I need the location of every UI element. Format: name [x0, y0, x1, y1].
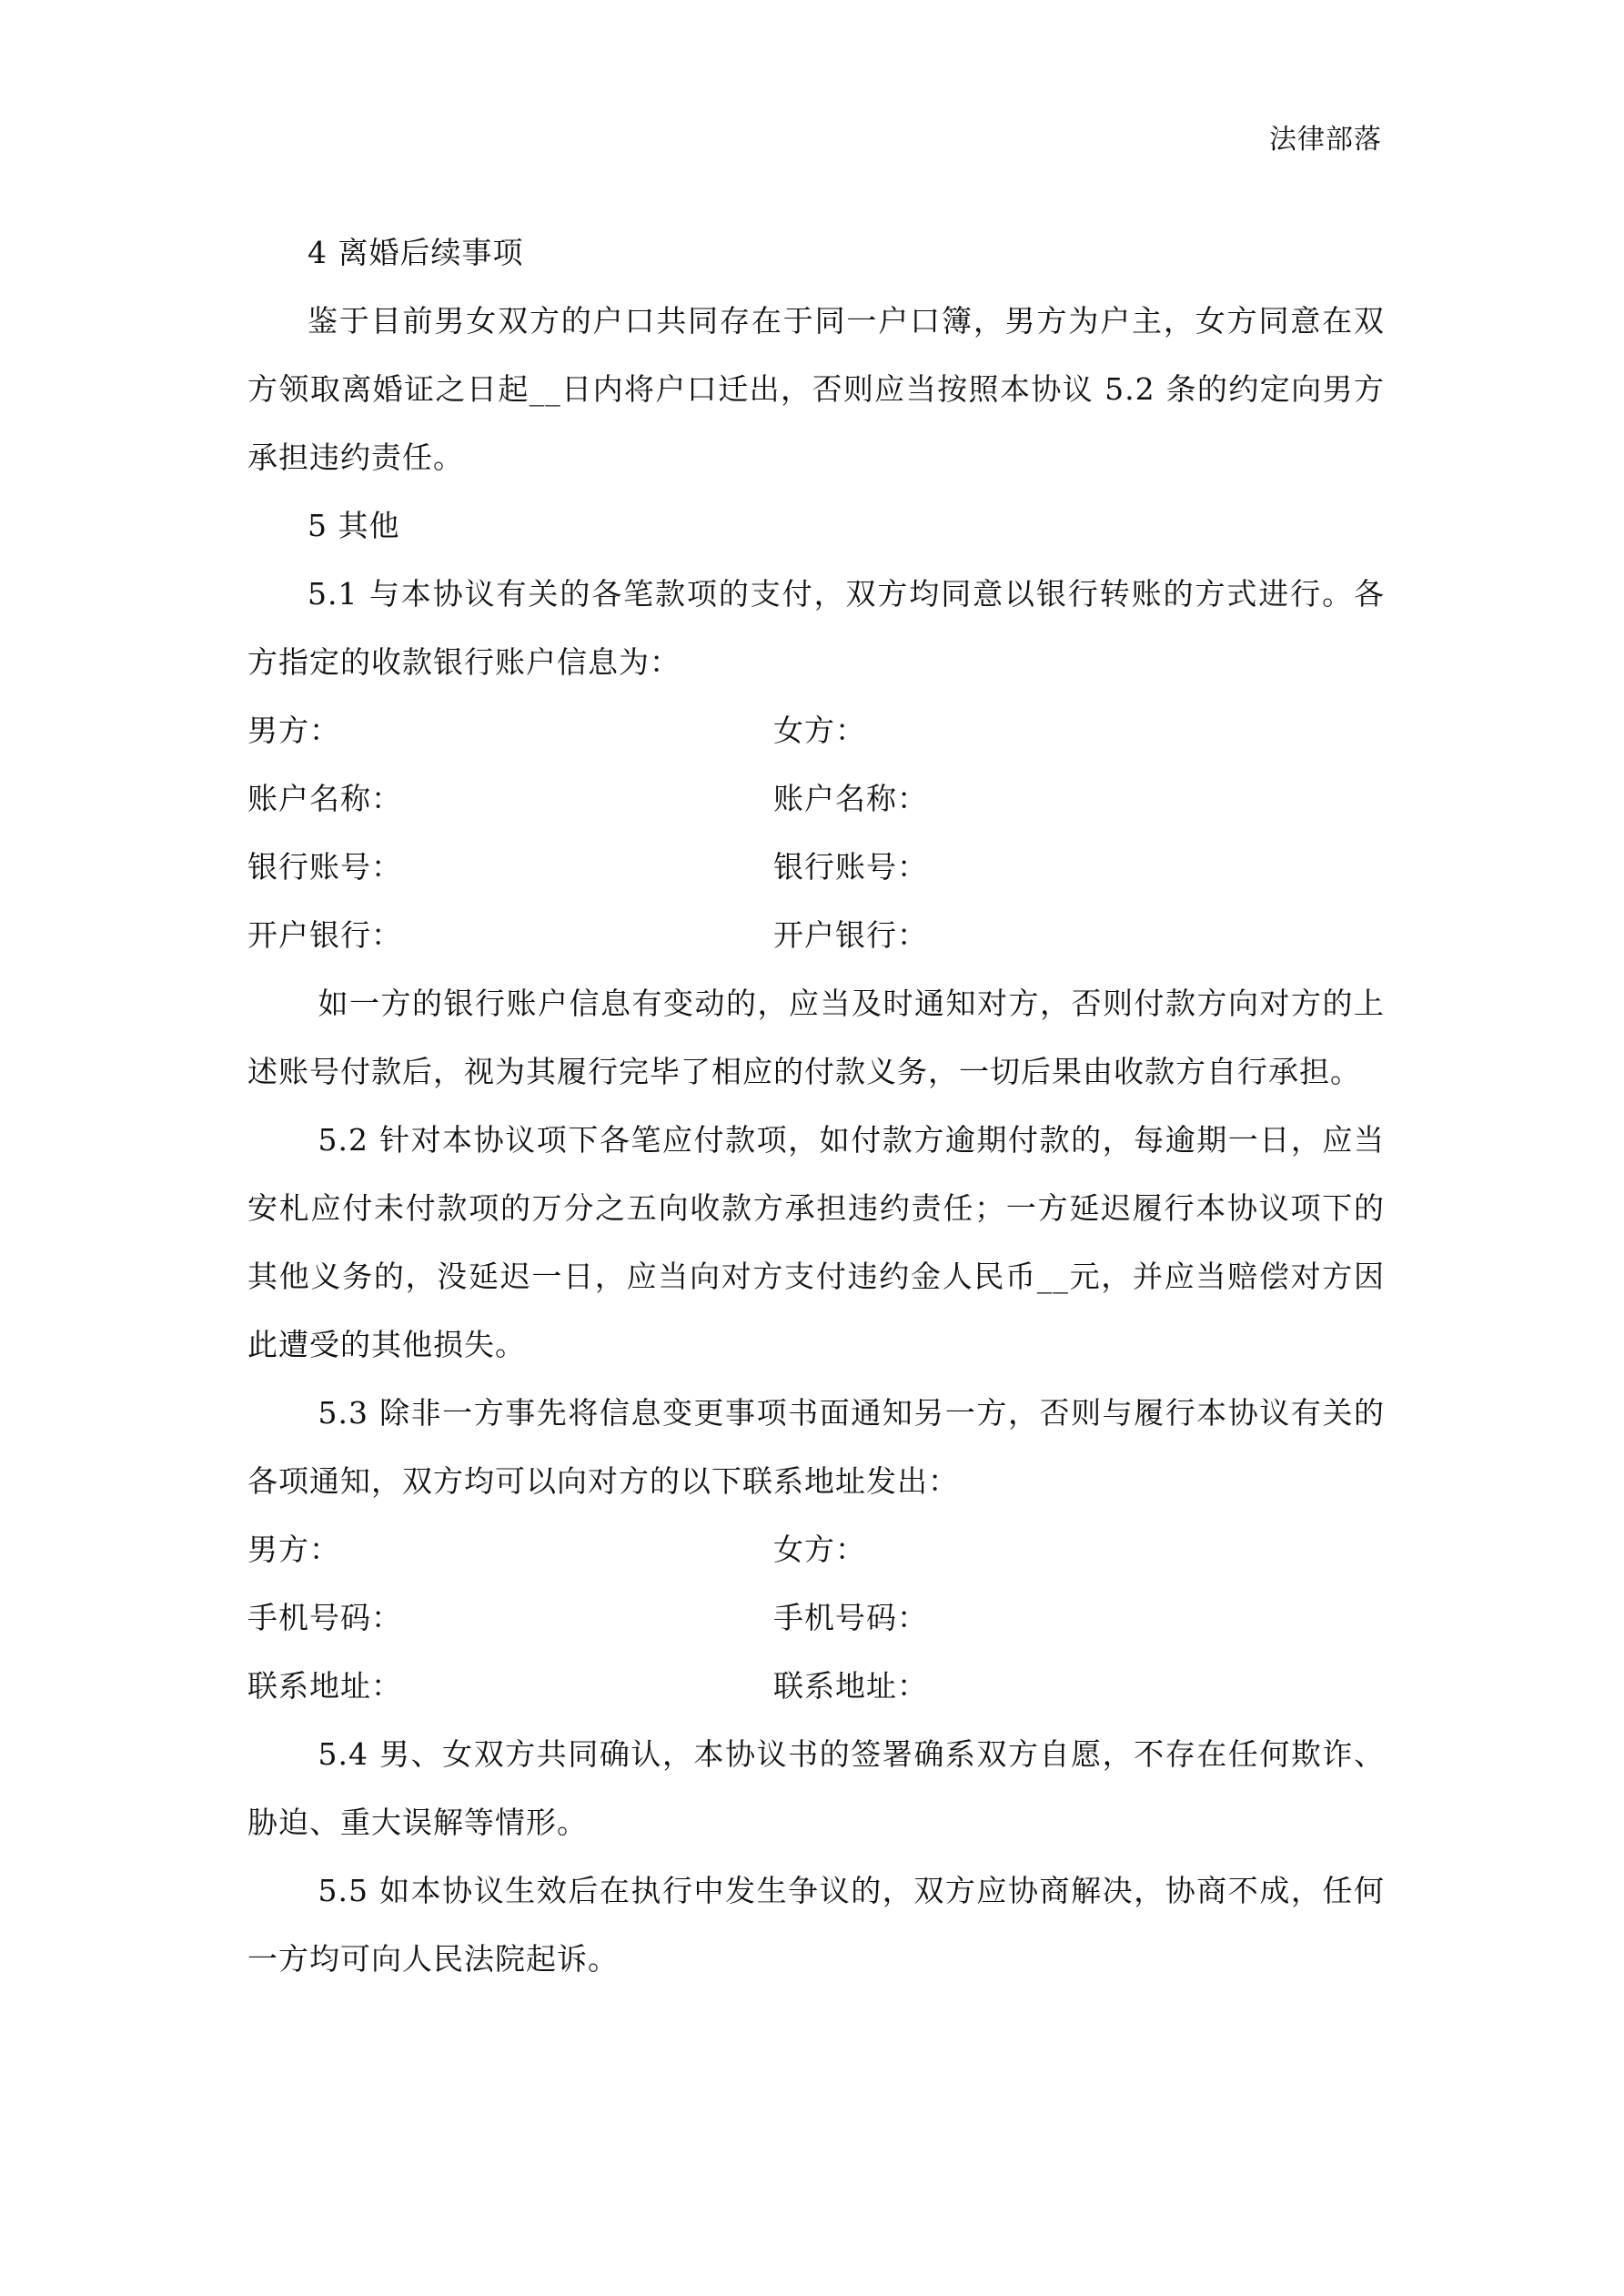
bank-row-left: 银行账号：	[247, 849, 402, 885]
contact-row	[247, 1515, 1385, 1583]
bank-row-right: 女方：	[773, 713, 866, 748]
document-body	[247, 218, 1385, 1993]
bank-row	[247, 833, 1385, 901]
contact-row	[247, 1652, 1385, 1720]
contact-row-right: 联系地址：	[773, 1668, 928, 1704]
clause-5-1-note: 如一方的银行账户信息有变动的，应当及时通知对方，否则付款方向对方的上述账号付款后，视为其履行完毕了相应的付款义务，一切后果由收款方自行承担。	[247, 986, 1385, 1089]
bank-row-right: 账户名称：	[773, 781, 928, 816]
section-5-heading: 5 其他	[308, 508, 400, 543]
bank-row-right: 银行账号：	[773, 849, 928, 885]
contact-row-right: 手机号码：	[773, 1600, 928, 1635]
contact-table	[247, 1515, 1385, 1720]
clause-5-2: 5.2 针对本协议项下各笔应付款项，如付款方逾期付款的，每逾期一日，应当安札应付未付款项的万分之五向收款方承担违约责任；一方延迟履行本协议项下的其他义务的，没延迟一日，应当向对方支付违约金人民币__元，并应当赔偿对方因此遭受的其他损失。	[247, 1122, 1385, 1362]
contact-row-right: 女方：	[773, 1532, 866, 1567]
clause-5-3: 5.3 除非一方事先将信息变更事项书面通知另一方，否则与履行本协议有关的各项通知，双方均可以向对方的以下联系地址发出：	[247, 1395, 1385, 1499]
contact-row-left: 联系地址：	[247, 1668, 402, 1704]
bank-account-table	[247, 696, 1385, 969]
clause-5-4: 5.4 男、女双方共同确认，本协议书的签署确系双方自愿，不存在任何欺诈、胁迫、重大误解等情形。	[247, 1736, 1385, 1840]
clause-5-1: 5.1 与本协议有关的各笔款项的支付，双方均同意以银行转账的方式进行。各方指定的收款银行账户信息为：	[247, 576, 1385, 680]
contact-row-left: 手机号码：	[247, 1600, 402, 1635]
bank-row-right: 开户银行：	[773, 917, 928, 953]
contact-row-left: 男方：	[247, 1532, 340, 1567]
bank-row	[247, 696, 1385, 764]
page-header: 法律部落	[1269, 124, 1382, 156]
bank-row-left: 开户银行：	[247, 917, 402, 953]
section-4-heading: 4 离婚后续事项	[308, 235, 524, 270]
bank-row-left: 账户名称：	[247, 781, 402, 816]
contact-row	[247, 1583, 1385, 1652]
bank-row	[247, 901, 1385, 969]
clause-5-5: 5.5 如本协议生效后在执行中发生争议的，双方应协商解决，协商不成，任何一方均可向人民法院起诉。	[247, 1873, 1385, 1977]
bank-row	[247, 764, 1385, 833]
bank-row-left: 男方：	[247, 713, 340, 748]
section-4-body: 鉴于目前男女双方的户口共同存在于同一户口簿，男方为户主，女方同意在双方领取离婚证之日起__日内将户口迁出，否则应当按照本协议 5.2 条的约定向男方承担违约责任。	[247, 303, 1385, 475]
